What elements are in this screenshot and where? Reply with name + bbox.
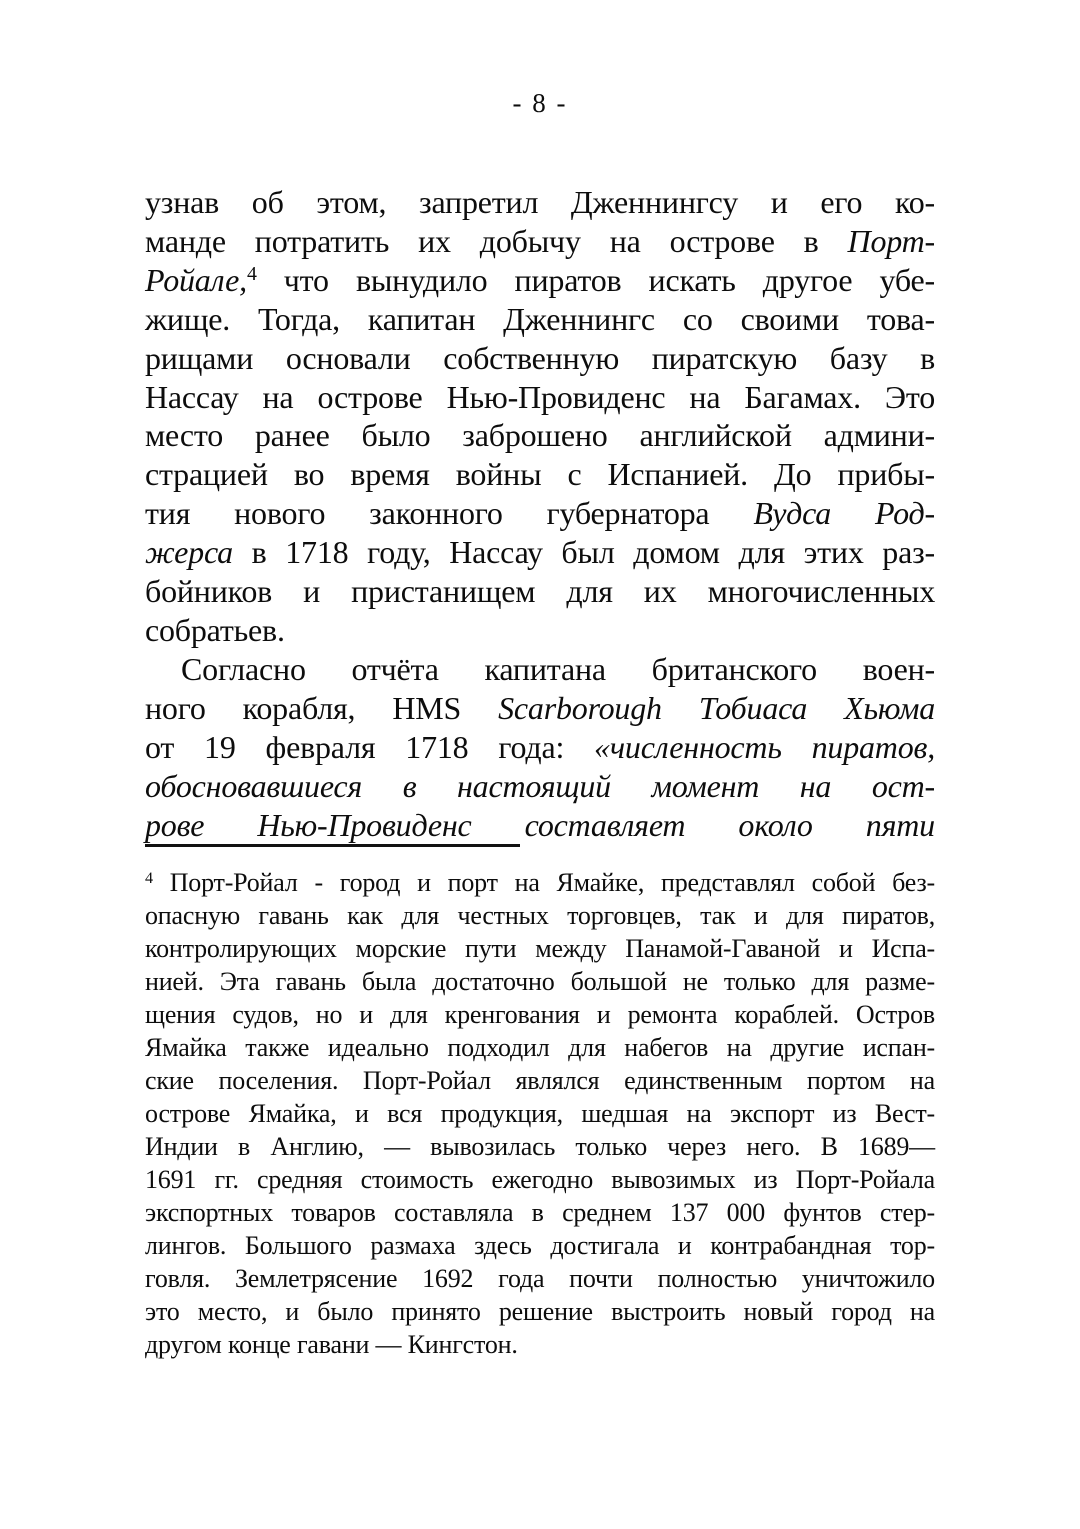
- text-segment: манде потратить их добычу на острове в: [145, 222, 848, 259]
- text-line: [145, 689, 935, 728]
- text-line: [145, 899, 935, 932]
- text-segment: бойников и пристанищем для их многочисленных: [145, 573, 935, 610]
- text-segment: Нассау на острове Нью-Провиденс на Багамах. Это: [145, 378, 935, 415]
- text-segment: 1691 гг. средняя стоимость ежегодно вывозимых из Порт-Ройала: [145, 1165, 935, 1195]
- italic-text: «численность пиратов,: [594, 728, 935, 765]
- text-line: [145, 1097, 935, 1130]
- text-line: [145, 533, 935, 572]
- text-line: [145, 1196, 935, 1229]
- text-segment: рищами основали собственную пиратскую базу в: [145, 339, 935, 376]
- text-segment: другом конце гавани — Кингстон.: [145, 1330, 518, 1360]
- text-line: [145, 1130, 935, 1163]
- text-line: [145, 1295, 935, 1328]
- text-segment: что вынудило пиратов искать другое убе-: [256, 261, 935, 298]
- text-line: [145, 261, 935, 300]
- footnote-separator: [145, 844, 520, 847]
- text-segment: лингов. Большого размаха здесь достигала и контрабандная тор-: [145, 1231, 935, 1261]
- footnote-marker: 4: [145, 869, 153, 887]
- text-line: [145, 932, 935, 965]
- text-line: [145, 650, 935, 689]
- text-segment: собратьев.: [145, 611, 285, 648]
- text-line: [145, 866, 935, 899]
- text-line: [145, 1262, 935, 1295]
- text-segment: ские поселения. Порт-Ройал являлся единственным портом на: [145, 1066, 935, 1096]
- text-line: [145, 455, 935, 494]
- text-segment: Ямайка также идеально подходил для набегов на другие испан-: [145, 1033, 935, 1063]
- italic-text: Вудса Род-: [753, 495, 935, 532]
- text-segment: острове Ямайка, и вся продукция, шедшая на экспорт из Вест-: [145, 1099, 935, 1129]
- italic-text: обосновавшиеся в настоящий момент на ост-: [145, 767, 935, 804]
- text-line: [145, 767, 935, 806]
- text-line: [145, 1328, 935, 1361]
- text-segment: в 1718 году, Нассау был домом для этих раз-: [232, 534, 935, 571]
- italic-text: рове Нью-Провиденс составляет около пяти: [145, 806, 935, 843]
- footnote-marker: 4: [246, 262, 257, 285]
- text-segment: Согласно отчёта капитана британского воен-: [181, 650, 935, 687]
- text-segment: экспортных товаров составляла в среднем 137 000 фунтов стер-: [145, 1198, 935, 1228]
- italic-text: Порт-: [847, 222, 935, 259]
- body-text: [145, 183, 935, 844]
- text-segment: контролирующих морские пути между Панамой-Гаваной и Испа-: [145, 934, 935, 964]
- text-segment: узнав об этом, запретил Дженнингсу и его ко-: [145, 184, 935, 220]
- text-segment: щения судов, но и для кренгования и ремонта кораблей. Остров: [145, 1000, 935, 1030]
- text-segment: страцией во время войны с Испанией. До прибы-: [145, 456, 935, 493]
- italic-text: Ройале,: [145, 261, 247, 298]
- text-line: [145, 378, 935, 417]
- text-line: [145, 572, 935, 611]
- text-segment: тия нового законного губернатора: [145, 495, 754, 532]
- text-segment: это место, и было принято решение выстроить новый город на: [145, 1297, 935, 1327]
- italic-text: жерса: [145, 534, 233, 571]
- text-segment: говля. Землетрясение 1692 года почти полностью уничтожило: [145, 1264, 935, 1294]
- text-line: [145, 965, 935, 998]
- text-line: [145, 300, 935, 339]
- text-line: [145, 1229, 935, 1262]
- italic-text: Scarborough Тобиаса Хьюма: [498, 689, 935, 726]
- text-line: [145, 339, 935, 378]
- page-number: - 8 -: [512, 88, 568, 118]
- text-line: [145, 728, 935, 767]
- text-segment: Индии в Англию, — вывозилась только через него. В 1689—: [145, 1132, 935, 1162]
- text-segment: нией. Эта гавань была достаточно большой не только для разме-: [145, 967, 935, 997]
- text-segment: опасную гавань как для честных торговцев, так и для пиратов,: [145, 901, 935, 931]
- text-segment: Порт-Ройал - город и порт на Ямайке, представлял собой без-: [152, 868, 935, 898]
- text-segment: ного корабля, HMS: [145, 689, 499, 726]
- text-segment: от 19 февраля 1718 года:: [145, 728, 595, 765]
- text-line: [145, 611, 935, 650]
- text-line: [145, 998, 935, 1031]
- text-line: [145, 183, 935, 222]
- text-segment: место ранее было заброшено английской админи-: [145, 417, 935, 454]
- text-line: [145, 1064, 935, 1097]
- text-line: [145, 494, 935, 533]
- text-line: [145, 806, 935, 845]
- text-line: [145, 416, 935, 455]
- text-line: [145, 222, 935, 261]
- text-segment: жище. Тогда, капитан Дженнингс со своими това-: [145, 300, 935, 337]
- text-line: [145, 1163, 935, 1196]
- text-line: [145, 1031, 935, 1064]
- footnote: [145, 866, 935, 1361]
